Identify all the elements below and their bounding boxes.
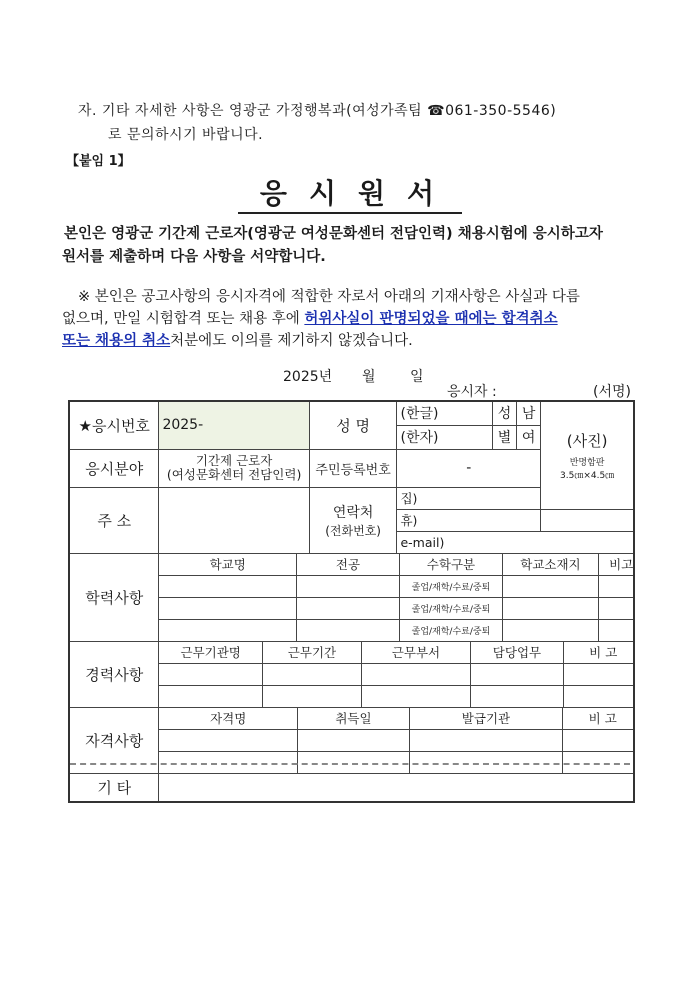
education-label: 학력사항 [69,553,159,641]
date-month: 월 [362,369,376,385]
career-section [159,641,634,707]
oath-emphasis: 또는 채용의 취소 [62,333,171,349]
career-dept-field[interactable] [361,663,470,685]
license-name-field[interactable] [159,729,297,751]
oath-text: 처분에도 이의를 제기하지 않겠습니다. [170,333,413,349]
oath-line-1: ※ 본인은 공고사항의 응시자격에 적합한 자로서 아래의 기재사항은 사실과 다름 [78,289,580,305]
career-label: 경력사항 [69,641,159,707]
photo-note-1: 반명함판 [569,457,605,468]
career-header-duty: 담당업무 [470,642,563,664]
contact-label-1: 연락처 [332,504,374,521]
career-header-org: 근무기관명 [159,642,262,664]
gender-label-1: 성 [492,401,516,425]
license-date-field[interactable] [297,729,409,751]
career-period-field[interactable] [262,663,361,685]
license-header-name: 자격명 [159,708,297,730]
license-label: 자격사항 [69,707,159,773]
field-value [159,449,309,487]
career-duty-field[interactable] [470,663,563,685]
oath-line-3 [62,329,413,350]
contact-mobile-field[interactable]: 휴) [397,509,541,531]
education-school-field[interactable] [159,597,296,619]
career-note-field[interactable] [563,685,634,707]
education-school-field[interactable] [159,619,296,641]
oath-text: 없으며, 만일 시험합격 또는 채용 후에 [62,311,305,327]
license-header-date: 취득일 [297,708,409,730]
etc-label: 기 타 [69,773,159,802]
education-status-field[interactable]: 졸업/재학/수료/중퇴 [399,619,502,641]
education-note-field[interactable] [598,575,634,597]
career-period-field[interactable] [262,685,361,707]
license-header-note: 비 고 [562,708,634,730]
education-location-field[interactable] [502,597,598,619]
education-header-school: 학교명 [159,554,296,576]
field-value-line-1: 기간제 근로자 [195,453,273,468]
career-header-dept: 근무부서 [361,642,470,664]
career-table [159,642,634,707]
career-note-field[interactable] [563,663,634,685]
name-hangul-field[interactable]: (한글) [397,401,492,425]
pledge-line-1: 본인은 영광군 기간제 근로자(영광군 여성문화센터 전담인력) 채용시험에 응시하고자 [64,226,603,242]
photo-label: (사진) [566,431,608,450]
license-issuer-field[interactable] [409,729,562,751]
contact-label-2: (전화번호) [325,523,381,538]
education-major-field[interactable] [296,619,399,641]
gender-label-2: 별 [492,425,516,449]
photo-box[interactable] [541,401,634,509]
career-header-period: 근무기간 [262,642,361,664]
page-title [0,172,700,214]
license-date-field[interactable] [297,751,409,773]
education-note-field[interactable] [598,597,634,619]
education-header-location: 학교소재지 [502,554,598,576]
applicant-label: 응시자 : [447,384,497,400]
education-school-field[interactable] [159,575,296,597]
education-note-field[interactable] [598,619,634,641]
attachment-label: 【붙임 1】 [66,154,131,169]
education-section [159,553,634,641]
exam-number-label: ★응시번호 [69,401,159,449]
contact-home-field[interactable]: 집) [397,487,541,509]
oath-line-2 [62,307,558,328]
signature-label: (서명) [593,384,631,400]
education-table [159,554,634,641]
photo-note-2: 3.5㎝×4.5㎝ [560,470,615,481]
education-header-note: 비고 [598,554,634,576]
education-location-field[interactable] [502,575,598,597]
gender-female-option[interactable]: 여 [517,425,541,449]
notice-line-1: 자. 기타 자세한 사항은 영광군 가정행복과(여성가족팀 ☎061-350-5546) [78,103,557,119]
career-duty-field[interactable] [470,685,563,707]
pledge-line-2: 원서를 제출하며 다음 사항을 서약합니다. [62,249,326,265]
exam-number-value: 2025- [159,401,309,449]
education-header-status: 수학구분 [399,554,502,576]
rrn-field[interactable]: - [397,449,541,487]
cut-line-divider [70,763,630,765]
oath-emphasis: 허위사실이 판명되었을 때에는 합격취소 [304,311,558,327]
career-dept-field[interactable] [361,685,470,707]
title-text: 응시원서 [238,172,462,214]
address-field[interactable] [159,487,309,553]
career-header-note: 비 고 [563,642,634,664]
education-status-field[interactable]: 졸업/재학/수료/중퇴 [399,597,502,619]
address-label: 주 소 [69,487,159,553]
license-note-field[interactable] [562,729,634,751]
license-header-issuer: 발급기관 [409,708,562,730]
name-hanja-field[interactable]: (한자) [397,425,492,449]
education-status-field[interactable]: 졸업/재학/수료/중퇴 [399,575,502,597]
gender-male-option[interactable]: 남 [517,401,541,425]
notice-line-2: 로 문의하시기 바랍니다. [108,127,264,143]
date-day: 일 [410,369,424,385]
license-note-field[interactable] [562,751,634,773]
education-major-field[interactable] [296,597,399,619]
date-year: 2025년 [283,369,333,385]
education-major-field[interactable] [296,575,399,597]
etc-field[interactable] [159,773,634,802]
rrn-label: 주민등록번호 [309,449,397,487]
career-org-field[interactable] [159,663,262,685]
field-label: 응시분야 [69,449,159,487]
photo-box-bottom [541,509,634,531]
career-org-field[interactable] [159,685,262,707]
field-value-line-2: (여성문화센터 전담인력) [166,467,302,482]
license-issuer-field[interactable] [409,751,562,773]
license-name-field[interactable] [159,751,297,773]
contact-email-field[interactable]: e-mail) [397,531,634,553]
education-location-field[interactable] [502,619,598,641]
contact-label [309,487,397,553]
education-header-major: 전공 [296,554,399,576]
name-label: 성 명 [309,401,397,449]
application-form-table [68,400,635,803]
